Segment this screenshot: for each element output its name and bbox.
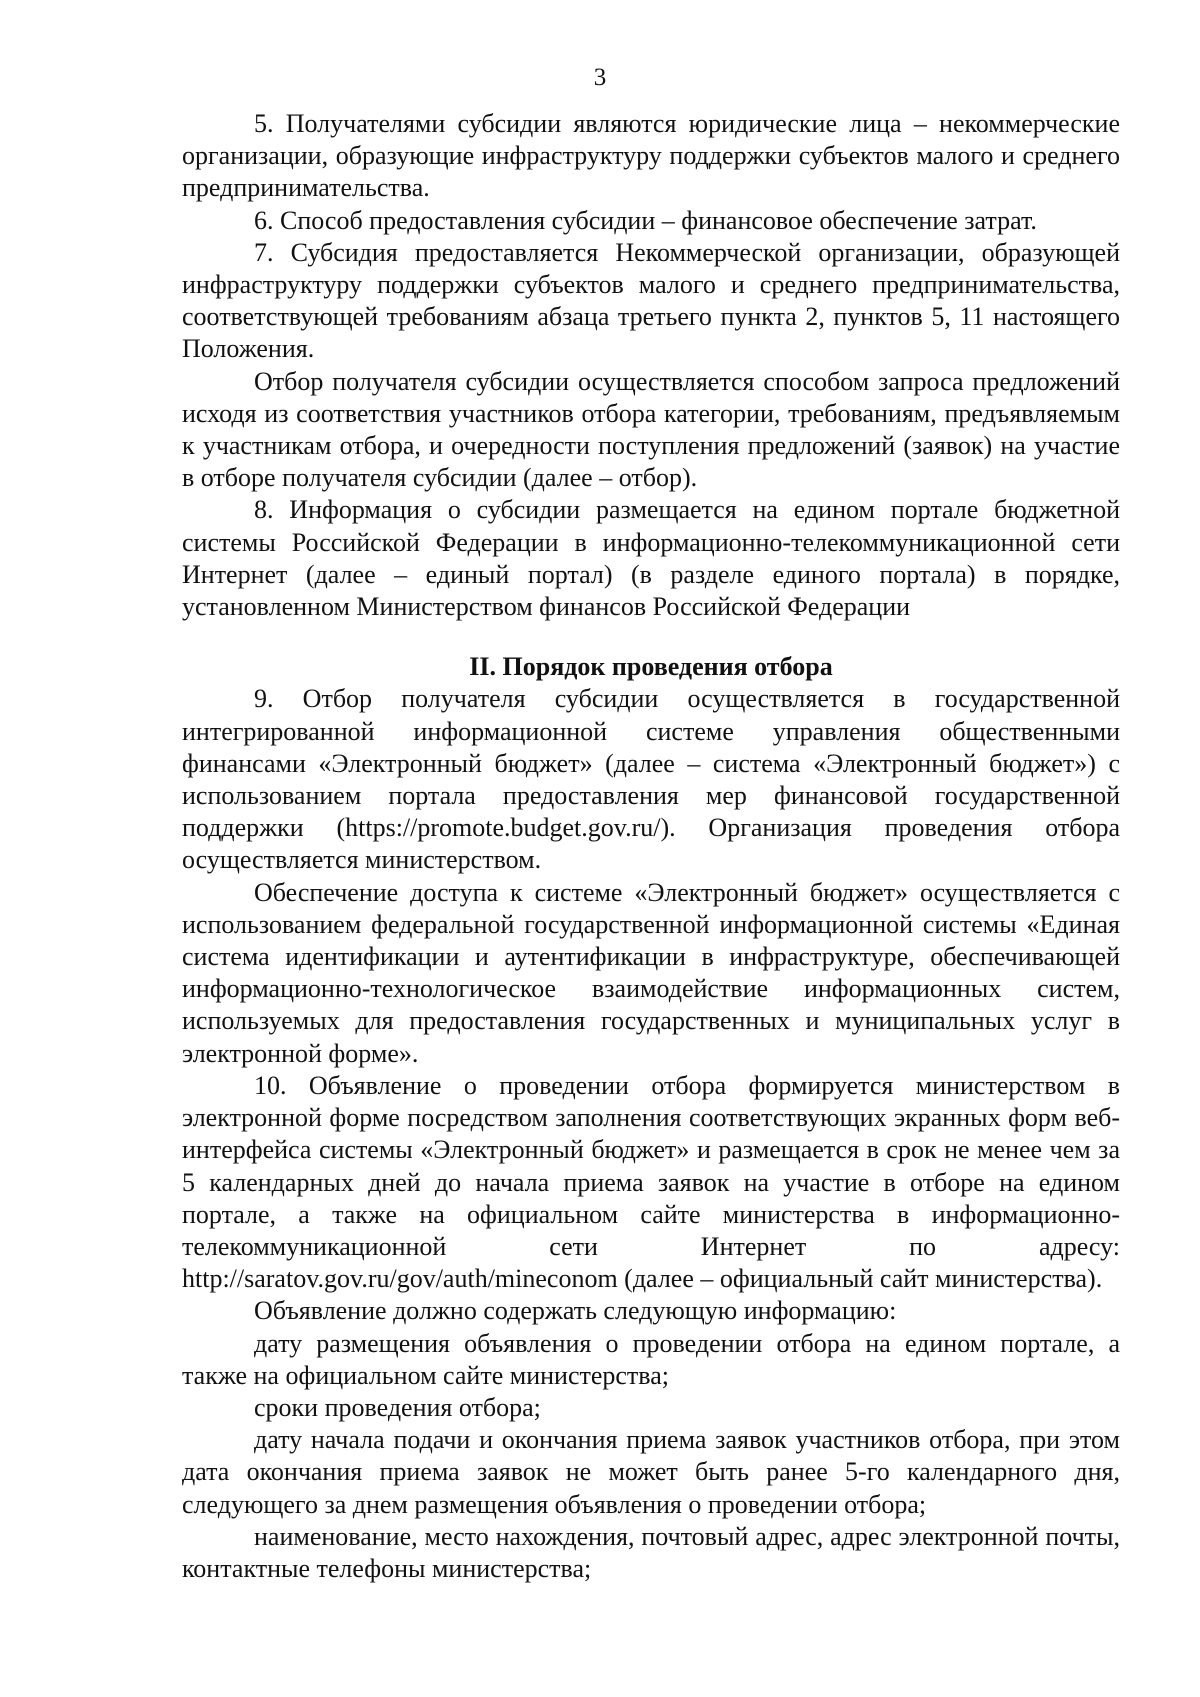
paragraph-item-9: 9. Отбор получателя субсидии осуществляется в государственной интегрированной информационной системе управления общественными финансами «Электронный бюджет» (далее – система «Электронный бюджет») с использованием портала предоставления мер финансовой государственной поддержки (https://promote.budget.gov.ru/). Организация проведения отбора осуществляется министерством.: [182, 684, 1120, 875]
page-number: 3: [593, 64, 607, 91]
paragraph-item-7: 7. Субсидия предоставляется Некоммерческой организации, образующей инфраструктуру поддержки субъектов малого и среднего предпринимательства, соответствующей требованиям абзаца третьего пункта 2, пунктов 5, 11 настоящего Положения.: [182, 237, 1120, 364]
document-body: [182, 108, 1120, 1585]
section-heading: II. Порядок проведения отбора: [469, 652, 833, 682]
paragraph-selection-terms: сроки проведения отбора;: [254, 1392, 541, 1422]
paragraph-item-8: 8. Информация о субсидии размещается на едином портале бюджетной системы Российской Федерации в информационно-телекоммуникационной сети Интернет (далее – единый портал) (в разделе единого портала) в порядке, установленном Министерством финансов Российской Федерации: [182, 495, 1120, 622]
paragraph-selection-method: Отбор получателя субсидии осуществляется способом запроса предложений исходя из соответствия участников отбора категории, требованиям, предъявляемым к участникам отбора, и очередности поступления предложений (заявок) на участие в отборе получателя субсидии (далее – отбор).: [182, 366, 1120, 493]
paragraph-item-5: 5. Получателями субсидии являются юридические лица – некоммерческие организации, образующие инфраструктуру поддержки субъектов малого и среднего предпринимательства.: [182, 109, 1120, 203]
paragraph-application-dates: дату начала подачи и окончания приема заявок участников отбора, при этом дата окончания приема заявок не может быть ранее 5-го календарного дня, следующего за днем размещения объявления о проведении отбора;: [182, 1425, 1120, 1519]
paragraph-system-access: Обеспечение доступа к системе «Электронный бюджет» осуществляется с использованием федеральной государственной информационной системы «Единая система идентификации и аутентификации в инфраструктуре, обеспечивающей информационно-технологическое взаимодействие информационных систем, используемых для предоставления государственных и муниципальных услуг в электронной форме».: [182, 877, 1120, 1068]
paragraph-announcement-intro: Объявление должно содержать следующую информацию:: [254, 1296, 897, 1326]
paragraph-ministry-contacts: наименование, место нахождения, почтовый адрес, адрес электронной почты, контактные телефоны министерства;: [182, 1521, 1120, 1583]
paragraph-item-10: 10. Объявление о проведении отбора формируется министерством в электронной форме посредством заполнения соответствующих экранных форм веб-интерфейса системы «Электронный бюджет» и размещается в срок не менее чем за 5 календарных дней до начала приема заявок на участие в отборе на едином портале, а также на официальном сайте министерства в информационно-телекоммуникационной сети Интернет по адресу: http://saratov.gov.ru/gov/auth/mineconom (далее – официальный сайт министерства).: [182, 1070, 1120, 1294]
paragraph-announcement-date: дату размещения объявления о проведении отбора на едином портале, а также на официальном сайте министерства;: [182, 1328, 1120, 1390]
paragraph-item-6: 6. Способ предоставления субсидии – финансовое обеспечение затрат.: [254, 205, 1037, 235]
